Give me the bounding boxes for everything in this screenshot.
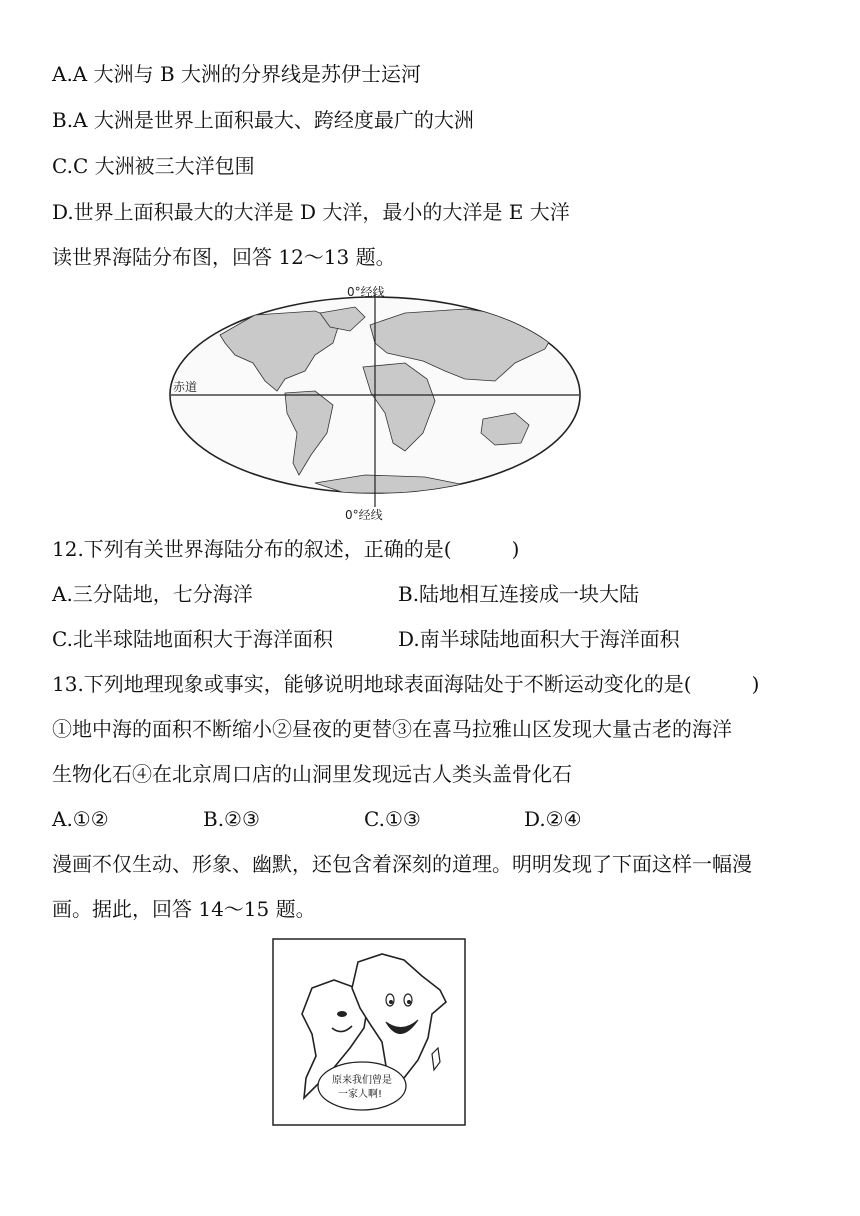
continents-cartoon xyxy=(272,938,468,1128)
world-map-figure xyxy=(165,283,595,523)
map-intro: 读世界海陆分布图，回答 12～13 题。 xyxy=(52,245,396,269)
q11-option-c: C.C 大洲被三大洋包围 xyxy=(52,154,255,178)
meridian-label-top: 0°经线 xyxy=(347,285,385,299)
africa-eye-left xyxy=(386,994,394,1006)
q13-option-c: C.①③ xyxy=(364,807,421,831)
africa-eye-right xyxy=(404,994,412,1006)
q12-option-c: C.北半球陆地面积大于海洋面积 xyxy=(52,627,333,651)
q13-body-line2: 生物化石④在北京周口店的山洞里发现远古人类头盖骨化石 xyxy=(52,762,572,786)
equator-label: 赤道 xyxy=(173,380,198,394)
cartoon-intro-line1: 漫画不仅生动、形象、幽默，还包含着深刻的道理。明明发现了下面这样一幅漫 xyxy=(52,852,752,876)
south-america-eye xyxy=(337,1011,347,1017)
speech-bubble xyxy=(318,1062,406,1110)
q11-option-b: B.A 大洲是世界上面积最大、跨经度最广的大洲 xyxy=(52,108,474,132)
speech-bubble-line1: 原来我们曾是 xyxy=(332,1075,392,1086)
cartoon-intro-line2: 画。据此，回答 14～15 题。 xyxy=(52,897,316,921)
q12-option-d: D.南半球陆地面积大于海洋面积 xyxy=(398,627,680,651)
q11-option-a: A.A 大洲与 B 大洲的分界线是苏伊士运河 xyxy=(52,62,422,86)
meridian-label-bottom: 0°经线 xyxy=(345,508,383,522)
q12-option-a: A.三分陆地，七分海洋 xyxy=(52,582,253,606)
q13-stem: 13.下列地理现象或事实，能够说明地球表面海陆处于不断运动变化的是( ) xyxy=(52,672,760,696)
q11-option-d: D.世界上面积最大的大洋是 D 大洋，最小的大洋是 E 大洋 xyxy=(52,200,570,224)
q13-option-b: B.②③ xyxy=(203,807,260,831)
speech-bubble-line2: 一家人啊! xyxy=(338,1089,383,1100)
q13-option-d: D.②④ xyxy=(524,807,582,831)
q12-option-b: B.陆地相互连接成一块大陆 xyxy=(398,582,640,606)
q13-body-line1: ①地中海的面积不断缩小②昼夜的更替③在喜马拉雅山区发现大量古老的海洋 xyxy=(52,717,732,741)
q13-option-a: A.①② xyxy=(52,807,109,831)
q12-stem: 12.下列有关世界海陆分布的叙述，正确的是( ) xyxy=(52,537,520,561)
